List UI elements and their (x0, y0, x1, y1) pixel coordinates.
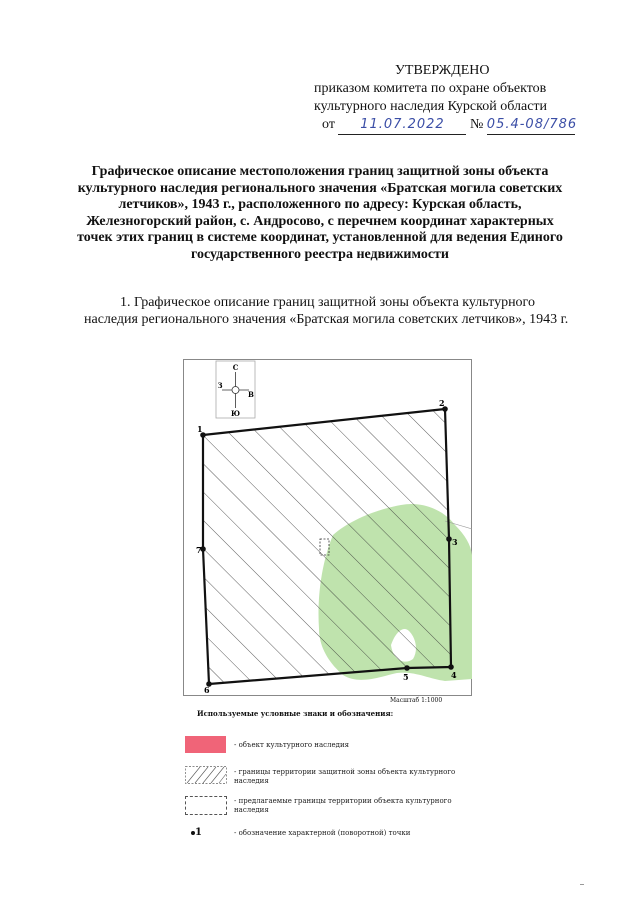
compass-east: В (248, 390, 254, 399)
map-scale: Масштаб 1:1000 (390, 697, 443, 704)
compass-north: С (232, 363, 239, 372)
point-label-5: 5 (403, 672, 409, 682)
compass-west: З (217, 381, 223, 390)
point-label-7: 7 (196, 545, 202, 555)
point-label-2: 2 (439, 398, 445, 408)
legend-title: Используемые условные знаки и обозначения: (197, 709, 394, 718)
compass-south: Ю (230, 409, 241, 418)
legend-point-symbol (191, 827, 202, 838)
approval-line-1: приказом комитета по охране объектов (314, 81, 547, 96)
point-label-3: 3 (452, 537, 458, 547)
approval-from-label: от (322, 117, 335, 132)
legend-point-label: 1 (195, 827, 202, 838)
approval-block (300, 62, 600, 135)
approval-line-2: культурного наследия Курской области (314, 99, 548, 114)
boundary-point-5 (404, 665, 410, 671)
legend-hatch-swatch (185, 766, 227, 784)
legend-item-protective-zone: - границы территории защитной зоны объекта культурного наследия (234, 768, 456, 785)
approval-number-label: № (469, 117, 484, 132)
legend-item-proposed-boundary: - предлагаемые границы территории объекта культурного наследия (234, 797, 452, 814)
compass-rose (216, 361, 255, 418)
approval-date: 11.07.2022 (338, 116, 466, 135)
point-label-4: 4 (451, 670, 457, 680)
document-title: Графическое описание местоположения границ защитной зоны объекта культурного наследия регионального значения «Братская могила советских летчиков», 1943 г., расположенного по адресу: Курская область, Железногорский район, с. Андросово, с перечнем координат характерных точек этих границ в системе координат, установленной для ведения Единого государственного реестра недвижимости (77, 164, 563, 262)
legend-item-point: - обозначение характерной (поворотной) точки (234, 829, 411, 837)
boundary-point-3 (446, 536, 452, 542)
page-mark (580, 884, 584, 885)
point-label-6: 6 (204, 685, 210, 695)
approval-heading: УТВЕРЖДЕНО (395, 63, 490, 78)
boundary-map (183, 359, 472, 696)
legend-heritage-swatch (185, 736, 226, 753)
legend-item-heritage: - объект культурного наследия (234, 741, 350, 749)
point-label-1: 1 (197, 424, 203, 434)
protective-zone-polygon (203, 409, 451, 684)
legend-dashed-swatch (185, 796, 227, 815)
boundary-point-4 (448, 664, 454, 670)
section-paragraph: 1. Графическое описание границ защитной зоны объекта культурного наследия регионального значения «Братская могила советских летчиков», 1943 г. (84, 295, 569, 327)
approval-number: 05.4-08/786 (487, 116, 575, 135)
